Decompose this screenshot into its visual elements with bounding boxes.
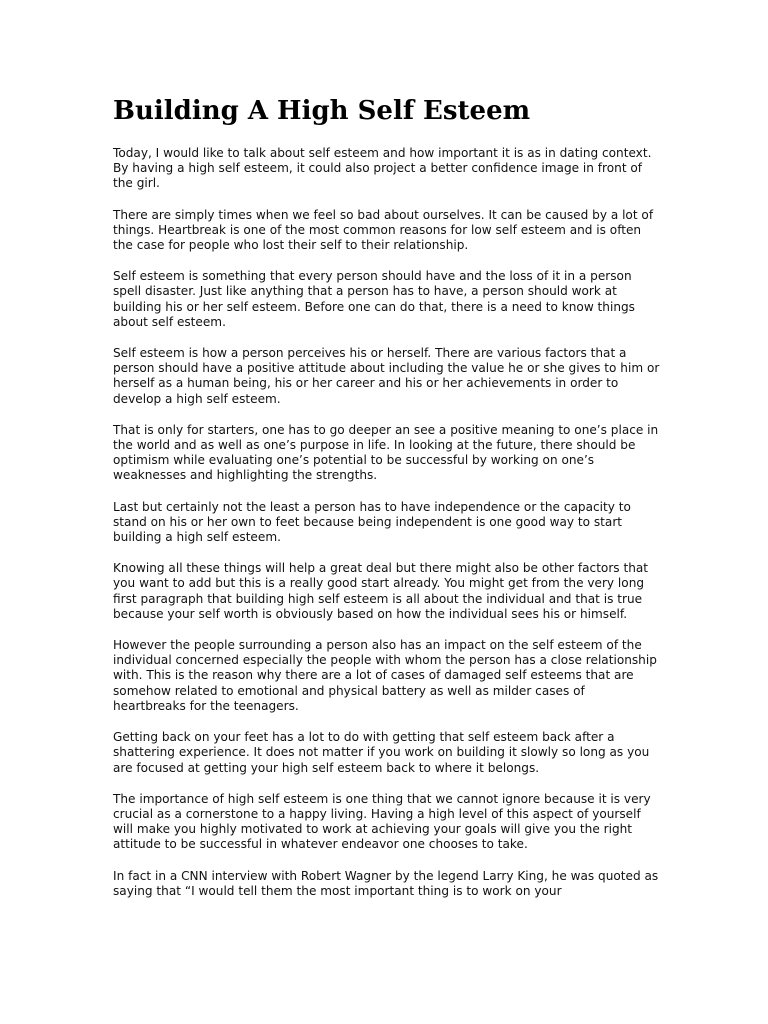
paragraph: Self esteem is how a person perceives his or herself. There are various factors that a person should have a positive attitude about including the value he or she gives to him or herself as a human being, his or her career and his or her achievements in order to develop a high self esteem. [113,346,660,406]
paragraph: That is only for starters, one has to go deeper an see a positive meaning to one’s place in the world and as well as one’s purpose in life. In looking at the future, there should be optimism while evaluating one’s potential to be successful by working on one’s weaknesses and highlighting the strengths. [113,422,659,483]
paragraph: However the people surrounding a person also has an impact on the self esteem of the individual concerned especially the people with whom the person has a close relationship with. This is the reason why there are a lot of cases of damaged self esteems that are somehow related to emotional and physical battery as well as milder cases of heartbreaks for the teenagers. [113,638,657,713]
paragraph: Today, I would like to talk about self esteem and how important it is as in dating context. By having a high self esteem, it could also project a better confidence image in front of the girl. [113,146,652,191]
document-title: Building A High Self Esteem [113,96,531,126]
paragraph: Self esteem is something that every person should have and the loss of it in a person spell disaster. Just like anything that a person has to have, a person should work at building his or her self esteem. Before one can do that, there is a need to know things about self esteem. [113,269,635,329]
document-body [113,146,661,915]
paragraph: Last but certainly not the least a person has to have independence or the capacity to stand on his or her own to feet because being independent is one good way to start building a high self esteem. [113,499,631,545]
paragraph: Knowing all these things will help a great deal but there might also be other factors that you want to add but this is a really good start already. You might get from the very long first paragraph that building high self esteem is all about the individual and that is true because your self worth is obviously based on how the individual sees his or himself. [113,561,649,621]
paragraph: There are simply times when we feel so bad about ourselves. It can be caused by a lot of things. Heartbreak is one of the most common reasons for low self esteem and is often the case for people who lost their self to their relationship. [113,207,654,253]
paragraph: In fact in a CNN interview with Robert Wagner by the legend Larry King, he was quoted as saying that “I would tell them the most important thing is to work on your [113,868,659,898]
paragraph: Getting back on your feet has a lot to do with getting that self esteem back after a shattering experience. It does not matter if you work on building it slowly so long as you are focused at getting your high self esteem back to where it belongs. [113,730,650,775]
paragraph: The importance of high self esteem is one thing that we cannot ignore because it is very crucial as a cornerstone to a happy living. Having a high level of this aspect of yourself will make you highly motivated to work at achieving your goals will give you the right attitude to be successful in whatever endeavor one chooses to take. [113,791,651,852]
